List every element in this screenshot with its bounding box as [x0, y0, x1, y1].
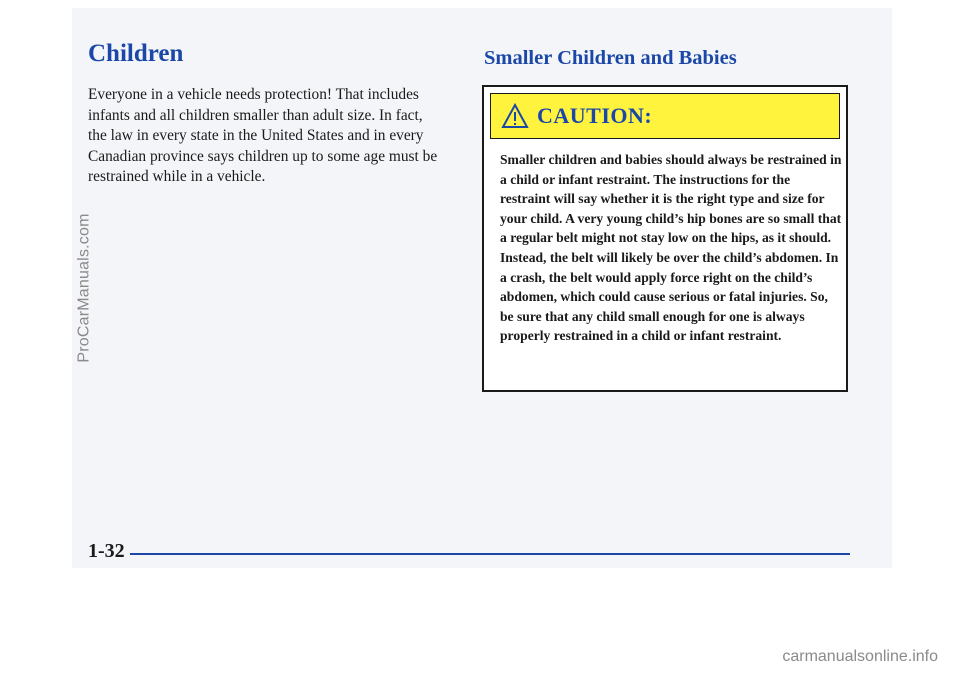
caution-header: [490, 93, 840, 139]
section-title-children: Children: [88, 40, 184, 67]
manual-page: [72, 8, 892, 568]
section-body-children: Everyone in a vehicle needs protection! That includes infants and all children smaller than adult size. In fact, the law in every state in the United States and in every Canadian province says children up to some age must be restrained while in a vehicle.: [88, 86, 438, 185]
caution-label: CAUTION:: [537, 103, 653, 128]
footer-watermark: carmanualsonline.info: [782, 648, 938, 665]
side-watermark-text: ProCarManuals.com: [76, 213, 94, 363]
caution-text: Smaller children and babies should always be restrained in a child or infant restraint. The instructions for the restraint will say whether it is the right type and size for your child. A very young child’s hip bones are so small that a regular belt might not stay low on the hips, as it should. Instead, the belt will likely be over the child’s abdomen. In a crash, the belt would apply force right on the child’s abdomen, which could cause serious or fatal injuries. So, be sure that any child small enough for one is always properly restrained in a child or infant restraint.: [500, 152, 842, 344]
caution-box: [482, 85, 848, 392]
section-title-smaller-children: Smaller Children and Babies: [484, 47, 737, 69]
page-number: 1-32: [88, 540, 125, 562]
footer-rule: [130, 553, 850, 555]
warning-triangle-icon: [501, 103, 529, 129]
